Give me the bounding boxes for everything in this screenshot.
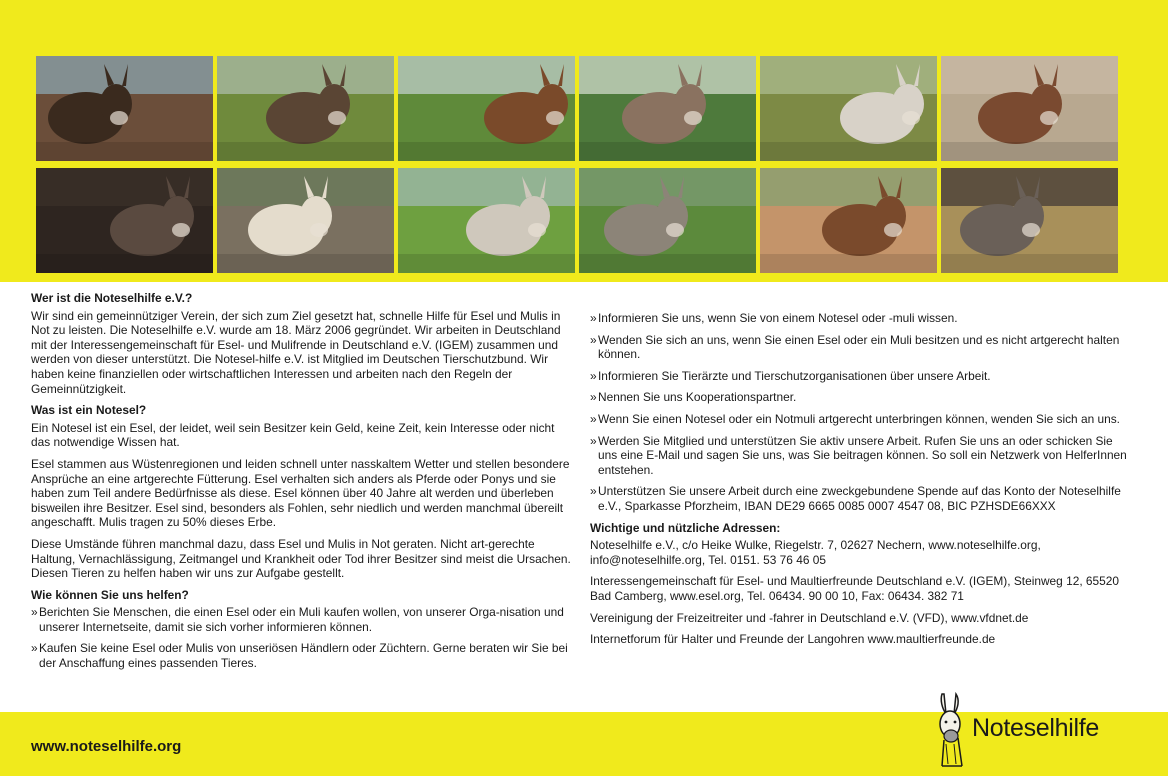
heading-addresses: Wichtige und nützliche Adressen: [590, 520, 781, 535]
logo-wordmark: Noteselhilfe [972, 714, 1100, 742]
website-url[interactable]: www.noteselhilfe.org [31, 738, 182, 755]
footer-band [0, 712, 1168, 776]
help-bullet-6: » Nennen Sie uns Kooperationspartner. [590, 390, 1130, 405]
noteselhilfe-logo [930, 690, 1130, 770]
heading-what: Was ist ein Notesel? [31, 403, 147, 418]
donkey-herd-photo [217, 56, 394, 161]
white-donkey-photo [760, 56, 937, 161]
donkey-closeup-photo [398, 56, 575, 161]
donkey-lying-photo [941, 56, 1118, 161]
help-bullet-7: » Wenn Sie einen Notesel oder ein Notmuli artgerecht unterbringen können, wenden Sie sich an uns. [590, 412, 1130, 427]
paragraph-what-3: Diese Umstände führen manchmal dazu, dass Esel und Mulis in Not geraten. Nicht art-gerechte Haltung, Vernachlässigung, Zeitmangel und Krankheit oder Tod ihrer Besitzer sind meist die Ursachen. Diesen Tieren zu helfen haben wir uns zur Aufgabe gestellt. [31, 536, 571, 581]
address-igem: Interessengemeinschaft für Esel- und Maultierfreunde Deutschland e.V. (IGEM), Steinweg 12, 65520 Bad Camberg, www.esel.org, Tel. 06434. 90 00 10, Fax: 06434. 382 71 [590, 574, 1119, 603]
help-bullet-8: » Werden Sie Mitglied und unterstützen Sie aktiv unsere Arbeit. Rufen Sie uns an oder schicken Sie uns eine E-Mail und sagen Sie uns, was Sie beitragen können. So soll ein Netzwerk von HelferInnen entstehen. [590, 434, 1130, 478]
paragraph-who: Wir sind ein gemeinnütziger Verein, der sich zum Ziel gesetzt hat, schnelle Hilfe für Esel und Mulis in Not zu leisten. Die Noteselhilfe e.V. wurde am 18. März 2006 gegründet. Wir arbeiten in Deutschland mit der Interessengemeinschaft für Esel- und Mulifrende in Deutschland e.V. (IGEM) zusammen und werden von dieser unterstützt. Die Notesel-hilfe e.V. ist Mitglied im Deutschen Tierschutzbund. Wir haben keine finanziellen oder wirtschaftlichen Interessen und arbeiten nach den Regeln der Gemeinnützigkeit. [31, 308, 561, 396]
address-noteselhilfe: Noteselhilfe e.V., c/o Heike Wulke, Riegelstr. 7, 02627 Nechern, www.noteselhilfe.org, info@noteselhilfe.org, Tel. 0151. 53 76 46 05 [590, 538, 1041, 567]
donkey-logo-icon [930, 690, 976, 770]
left-column [31, 291, 571, 678]
help-bullet-4: » Wenden Sie sich an uns, wenn Sie einen Esel oder ein Muli besitzen und es nicht artgerecht halten können. [590, 333, 1130, 362]
donkeys-playing-photo [398, 168, 575, 273]
paragraph-what-2: Esel stammen aus Wüstenregionen und leiden schnell unter nasskaltem Wetter und stellen besondere Ansprüche an eine artgerechte Fütterung. Esel verhalten sich anders als Pferde oder Ponys und sie haben zum Teil andere Bedürfnisse als diese. Esel können über 40 Jahre alt werden und überleben bisweilen ihre Besitzer. Esel sind, besonders als Fohlen, sehr niedlich und werden manchmal übereilt angeschafft. Mulis tragen zu 50% dieses Erbe. [31, 456, 570, 530]
donkey-fence-photo [579, 56, 756, 161]
help-bullet-9: » Unterstützen Sie unsere Arbeit durch eine zweckgebundene Spende auf das Konto der Noteselhilfe e.V., Sparkasse Pforzheim, IBAN DE29 6665 0085 0007 4547 08, BIC PZHSDE66XXX [590, 484, 1130, 513]
donkey-night-photo [36, 168, 213, 273]
photo-banner [0, 0, 1168, 282]
donkeys-hay-photo [941, 168, 1118, 273]
two-donkeys-photo [579, 168, 756, 273]
right-column [590, 311, 1130, 654]
help-bullet-1: » Berichten Sie Menschen, die einen Esel oder ein Muli kaufen wollen, von unserer Orga-nisation und unserer Internetseite, damit sie sich vorher informieren können. [31, 605, 571, 634]
paragraph-what-1: Ein Notesel ist ein Esel, der leidet, weil sein Besitzer kein Geld, keine Zeit, kein Interesse oder nicht das notwendige Wissen hat. [31, 420, 555, 450]
photo-grid [36, 56, 1120, 274]
heading-who: Wer ist die Noteselhilfe e.V.? [31, 291, 193, 305]
help-bullet-2: » Kaufen Sie keine Esel oder Mulis von unseriösen Händlern oder Züchtern. Gerne beraten wir Sie bei der Anschaffung eines passenden Tieres. [31, 641, 571, 670]
address-vfd: Vereinigung der Freizeitreiter und -fahrer in Deutschland e.V. (VFD), www.vfdnet.de [590, 610, 1029, 625]
help-bullet-3: » Informieren Sie uns, wenn Sie von einem Notesel oder -muli wissen. [590, 311, 1130, 326]
mule-donkey-yard-photo [760, 168, 937, 273]
help-bullet-5: » Informieren Sie Tierärzte und Tierschutzorganisationen über unsere Arbeit. [590, 369, 1130, 384]
donkey-grinning-photo [36, 56, 213, 161]
address-forum: Internetforum für Halter und Freunde der Langohren www.maultierfreunde.de [590, 632, 996, 647]
heading-help: Wie können Sie uns helfen? [31, 587, 189, 602]
foal-lying-photo [217, 168, 394, 273]
